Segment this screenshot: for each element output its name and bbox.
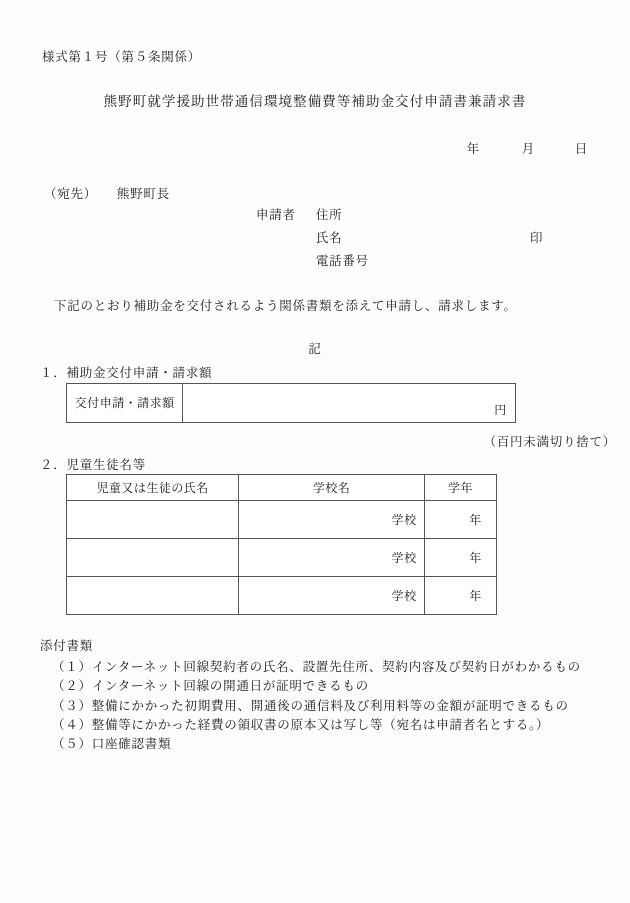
applicant-address-row: [256, 206, 369, 229]
student-name-cell[interactable]: [67, 577, 239, 615]
page-title: 熊野町就学援助世帯通信環境整備費等補助金交付申請書兼請求書: [103, 94, 527, 109]
applicant-name-row: [256, 229, 544, 252]
date-line: [467, 140, 588, 159]
school-name-cell[interactable]: [239, 539, 425, 577]
date-year-label: 年: [466, 142, 480, 156]
list-item: （５）口座確認書類: [52, 737, 172, 752]
grade-suffix: 年: [469, 550, 482, 565]
seal-stamp-mark: 印: [530, 231, 544, 245]
grade-suffix: 年: [469, 512, 482, 527]
school-suffix: 学校: [391, 588, 417, 603]
grade-cell[interactable]: [424, 501, 496, 539]
currency-unit: 円: [494, 403, 507, 417]
column-header-school-name: 学校名: [239, 475, 425, 501]
attachments-section: [40, 637, 581, 755]
section-2-heading: ２．児童生徒名等: [40, 458, 147, 472]
section-1-heading: １．補助金交付申請・請求額: [40, 366, 213, 380]
ki-marker: 記: [308, 342, 322, 356]
table-header-row: [67, 475, 497, 501]
amount-rounding-note: （百円未満切り捨て）: [483, 435, 616, 449]
table-row: [67, 384, 516, 423]
school-name-cell[interactable]: [239, 501, 425, 539]
list-item: （４）整備等にかかった経費の領収書の原本又は写し等（宛名は申請者名とする。）: [52, 717, 550, 732]
applicant-phone-label: 電話番号: [315, 254, 369, 268]
addressee-name: 熊野町長: [116, 187, 170, 201]
column-header-student-name: 児童又は生徒の氏名: [67, 475, 239, 501]
date-month-label: 月: [521, 142, 535, 156]
date-day-label: 日: [574, 142, 588, 156]
applicant-address-label: 住所: [315, 208, 343, 222]
amount-input-cell[interactable]: [183, 384, 516, 423]
grade-cell[interactable]: [424, 539, 496, 577]
list-item: （１）インターネット回線契約者の氏名、設置先住所、契約内容及び契約日がわかるもの: [52, 659, 581, 674]
student-name-cell[interactable]: [67, 539, 239, 577]
school-name-cell[interactable]: [239, 577, 425, 615]
applicant-name-label: 氏名: [315, 231, 343, 245]
amount-table: [66, 383, 516, 423]
student-name-cell[interactable]: [67, 501, 239, 539]
addressee-line: [44, 185, 170, 204]
applicant-group-label: 申請者: [256, 208, 296, 222]
table-row: [67, 501, 497, 539]
attachments-list: [40, 658, 581, 755]
students-table: [66, 474, 497, 615]
grade-cell[interactable]: [424, 577, 496, 615]
school-suffix: 学校: [391, 512, 417, 527]
applicant-phone-row: [256, 252, 369, 275]
amount-row-label: 交付申請・請求額: [67, 384, 183, 423]
list-item: （３）整備にかかった初期費用、開通後の通信料及び利用料等の金額が証明できるもの: [52, 698, 569, 713]
grade-suffix: 年: [469, 588, 482, 603]
addressee-prefix: （宛先）: [44, 187, 98, 201]
applicant-block: [256, 206, 544, 275]
form-number: 様式第１号（第５条関係）: [42, 50, 202, 64]
attachments-title: 添付書類: [40, 639, 94, 653]
table-row: [67, 539, 497, 577]
request-statement: 下記のとおり補助金を交付されるよう関係書類を添えて申請し、請求します。: [54, 299, 517, 313]
column-header-grade: 学年: [424, 475, 496, 501]
table-row: [67, 577, 497, 615]
list-item: （２）インターネット回線の開通日が証明できるもの: [52, 679, 369, 694]
school-suffix: 学校: [391, 550, 417, 565]
